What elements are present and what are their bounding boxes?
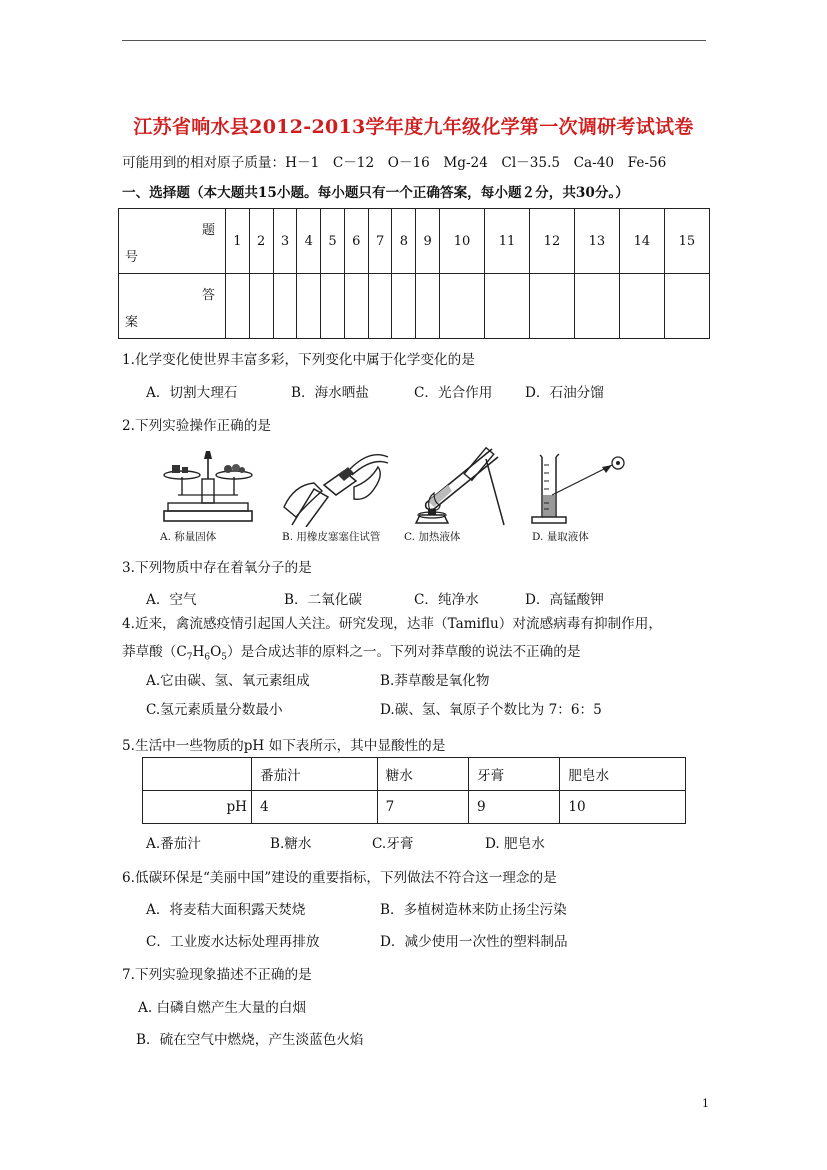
balance-icon bbox=[158, 445, 258, 527]
ph-row-label: pH bbox=[143, 791, 252, 824]
q5-option-d: D. 肥皂水 bbox=[485, 836, 545, 852]
section1-heading: 一、选择题（本大题共15小题。每小题只有一个正确答案，每小题２分，共30分。） bbox=[122, 185, 629, 201]
answer-cell[interactable] bbox=[619, 274, 664, 339]
ph-table-header: 牙膏 bbox=[468, 758, 559, 791]
q4-stem-part2: ）是合成达菲的原料之一。下列对莽草酸的说法不正确的是 bbox=[227, 644, 581, 660]
question-number-cell: 5 bbox=[321, 209, 345, 274]
q1-stem: 1.化学变化使世界丰富多彩，下列变化中属于化学变化的是 bbox=[122, 352, 475, 368]
caption-d: D. 量取液体 bbox=[532, 531, 589, 543]
q4-stem-line1: 4.近来，禽流感疫情引起国人关注。研究发现，达菲（Tamiflu）对流感病毒有抑制作用， bbox=[122, 616, 662, 632]
answer-cell[interactable] bbox=[574, 274, 619, 339]
q6-option-d: D．减少使用一次性的塑料制品 bbox=[380, 934, 568, 950]
q5-option-a: A.番茄汁 bbox=[146, 836, 201, 852]
answer-cell[interactable] bbox=[321, 274, 345, 339]
ph-value-cell: 10 bbox=[560, 791, 686, 824]
atomic-masses: 可能用到的相对原子质量：H－1 C－12 O－16 Mg-24 Cl－35.5 Ca-40 Fe-56 bbox=[122, 155, 667, 171]
q1-option-b: B．海水晒盐 bbox=[291, 385, 369, 401]
question-number-cell: 10 bbox=[440, 209, 485, 274]
answer-cell[interactable] bbox=[392, 274, 416, 339]
figure-stopper bbox=[274, 445, 394, 545]
q1-option-a: A．切割大理石 bbox=[146, 385, 238, 401]
figure-heating bbox=[404, 445, 514, 545]
answer-cell[interactable] bbox=[529, 274, 574, 339]
test-tube-stopper-icon bbox=[274, 445, 394, 527]
question-number-cell: 14 bbox=[619, 209, 664, 274]
answer-cell[interactable] bbox=[344, 274, 368, 339]
question-number-cell: 1 bbox=[226, 209, 250, 274]
answer-cell[interactable] bbox=[297, 274, 321, 339]
ph-table-header: 番茄汁 bbox=[252, 758, 378, 791]
page-number: 1 bbox=[702, 1097, 709, 1110]
question-number-cell: 6 bbox=[344, 209, 368, 274]
caption-b: B. 用橡皮塞塞住试管 bbox=[282, 531, 381, 543]
answer-cell[interactable] bbox=[249, 274, 273, 339]
answer-cell[interactable] bbox=[273, 274, 297, 339]
formula-sub-o: 5 bbox=[221, 652, 227, 663]
answer-cell[interactable] bbox=[485, 274, 530, 339]
answer-cell[interactable] bbox=[226, 274, 250, 339]
answer-cell[interactable] bbox=[664, 274, 709, 339]
answer-grid bbox=[118, 208, 710, 339]
ph-table-value-row bbox=[143, 791, 686, 824]
ph-table-header-row bbox=[143, 758, 686, 791]
ph-value-cell: 9 bbox=[468, 791, 559, 824]
answer-cell[interactable] bbox=[416, 274, 440, 339]
q6-option-b: B．多植树造林来防止扬尘污染 bbox=[380, 902, 567, 918]
q3-option-c: C．纯净水 bbox=[414, 592, 479, 608]
q6-option-c: C．工业废水达标处理再排放 bbox=[146, 934, 320, 950]
q5-option-b: B.糖水 bbox=[270, 836, 312, 852]
q5-stem: 5.生活中一些物质的pH 如下表所示，其中显酸性的是 bbox=[122, 738, 446, 754]
number-row-label bbox=[119, 209, 226, 274]
q4-option-b: B.莽草酸是氧化物 bbox=[380, 673, 490, 689]
q7-option-b: B．硫在空气中燃烧，产生淡蓝色火焰 bbox=[136, 1032, 364, 1048]
figure-balance bbox=[158, 445, 258, 545]
heating-liquid-icon bbox=[404, 445, 514, 527]
formula-h: H bbox=[192, 644, 205, 660]
q4-stem-part1: 莽草酸（C bbox=[122, 644, 187, 660]
question-number-cell: 3 bbox=[273, 209, 297, 274]
q3-option-b: B．二氧化碳 bbox=[284, 592, 362, 608]
q4-option-a: A.它由碳、氢、氧元素组成 bbox=[146, 673, 310, 689]
label-char-da: 答 bbox=[201, 288, 215, 303]
formula-o: O bbox=[210, 644, 222, 660]
answer-grid-number-row bbox=[119, 209, 710, 274]
answer-grid-answer-row bbox=[119, 274, 710, 339]
ph-table-header: 糖水 bbox=[377, 758, 468, 791]
label-char-an: 案 bbox=[125, 315, 139, 330]
answer-cell[interactable] bbox=[440, 274, 485, 339]
question-number-cell: 2 bbox=[249, 209, 273, 274]
question-number-cell: 8 bbox=[392, 209, 416, 274]
q7-option-a: A. 白磷自燃产生大量的白烟 bbox=[138, 1000, 306, 1016]
header-rule bbox=[122, 40, 706, 41]
label-char-hao: 号 bbox=[125, 250, 139, 265]
q1-option-d: D．石油分馏 bbox=[525, 385, 604, 401]
measuring-cylinder-icon bbox=[528, 445, 638, 527]
question-number-cell: 9 bbox=[416, 209, 440, 274]
q3-option-a: A．空气 bbox=[146, 592, 197, 608]
q5-option-c: C.牙膏 bbox=[372, 836, 414, 852]
question-number-cell: 13 bbox=[574, 209, 619, 274]
formula-sub-h: 6 bbox=[204, 652, 211, 663]
question-number-cell: 12 bbox=[529, 209, 574, 274]
q3-option-d: D．高锰酸钾 bbox=[525, 592, 604, 608]
q3-stem: 3.下列物质中存在着氧分子的是 bbox=[122, 560, 312, 576]
q6-option-a: A．将麦秸大面积露天焚烧 bbox=[146, 902, 306, 918]
question-number-cell: 15 bbox=[664, 209, 709, 274]
ph-table-corner bbox=[143, 758, 252, 791]
question-number-cell: 7 bbox=[368, 209, 392, 274]
q2-stem: 2.下列实验操作正确的是 bbox=[122, 418, 271, 434]
page-title: 江苏省响水县2012-2013学年度九年级化学第一次调研考试试卷 bbox=[133, 116, 694, 138]
question-number-cell: 11 bbox=[485, 209, 530, 274]
ph-value-cell: 7 bbox=[377, 791, 468, 824]
figure-cylinder bbox=[528, 445, 638, 545]
answer-cell[interactable] bbox=[368, 274, 392, 339]
ph-table-header: 肥皂水 bbox=[560, 758, 686, 791]
q4-option-c: C.氢元素质量分数最小 bbox=[146, 702, 283, 718]
question-number-cell: 4 bbox=[297, 209, 321, 274]
answer-row-label bbox=[119, 274, 226, 339]
q6-stem: 6.低碳环保是“美丽中国”建设的重要指标，下列做法不符合这一理念的是 bbox=[122, 870, 557, 886]
formula-sub-c: 7 bbox=[186, 652, 193, 663]
q4-stem-line2 bbox=[122, 640, 580, 663]
label-char-ti: 题 bbox=[201, 223, 215, 238]
q7-stem: 7.下列实验现象描述不正确的是 bbox=[122, 967, 312, 983]
q1-option-c: C．光合作用 bbox=[414, 385, 493, 401]
caption-c: C. 加热液体 bbox=[404, 531, 461, 543]
ph-value-cell: 4 bbox=[252, 791, 378, 824]
ph-table bbox=[142, 757, 686, 824]
caption-a: A. 称量固体 bbox=[160, 531, 217, 543]
q4-option-d: D.碳、氢、氧原子个数比为 7：6：5 bbox=[380, 702, 602, 718]
